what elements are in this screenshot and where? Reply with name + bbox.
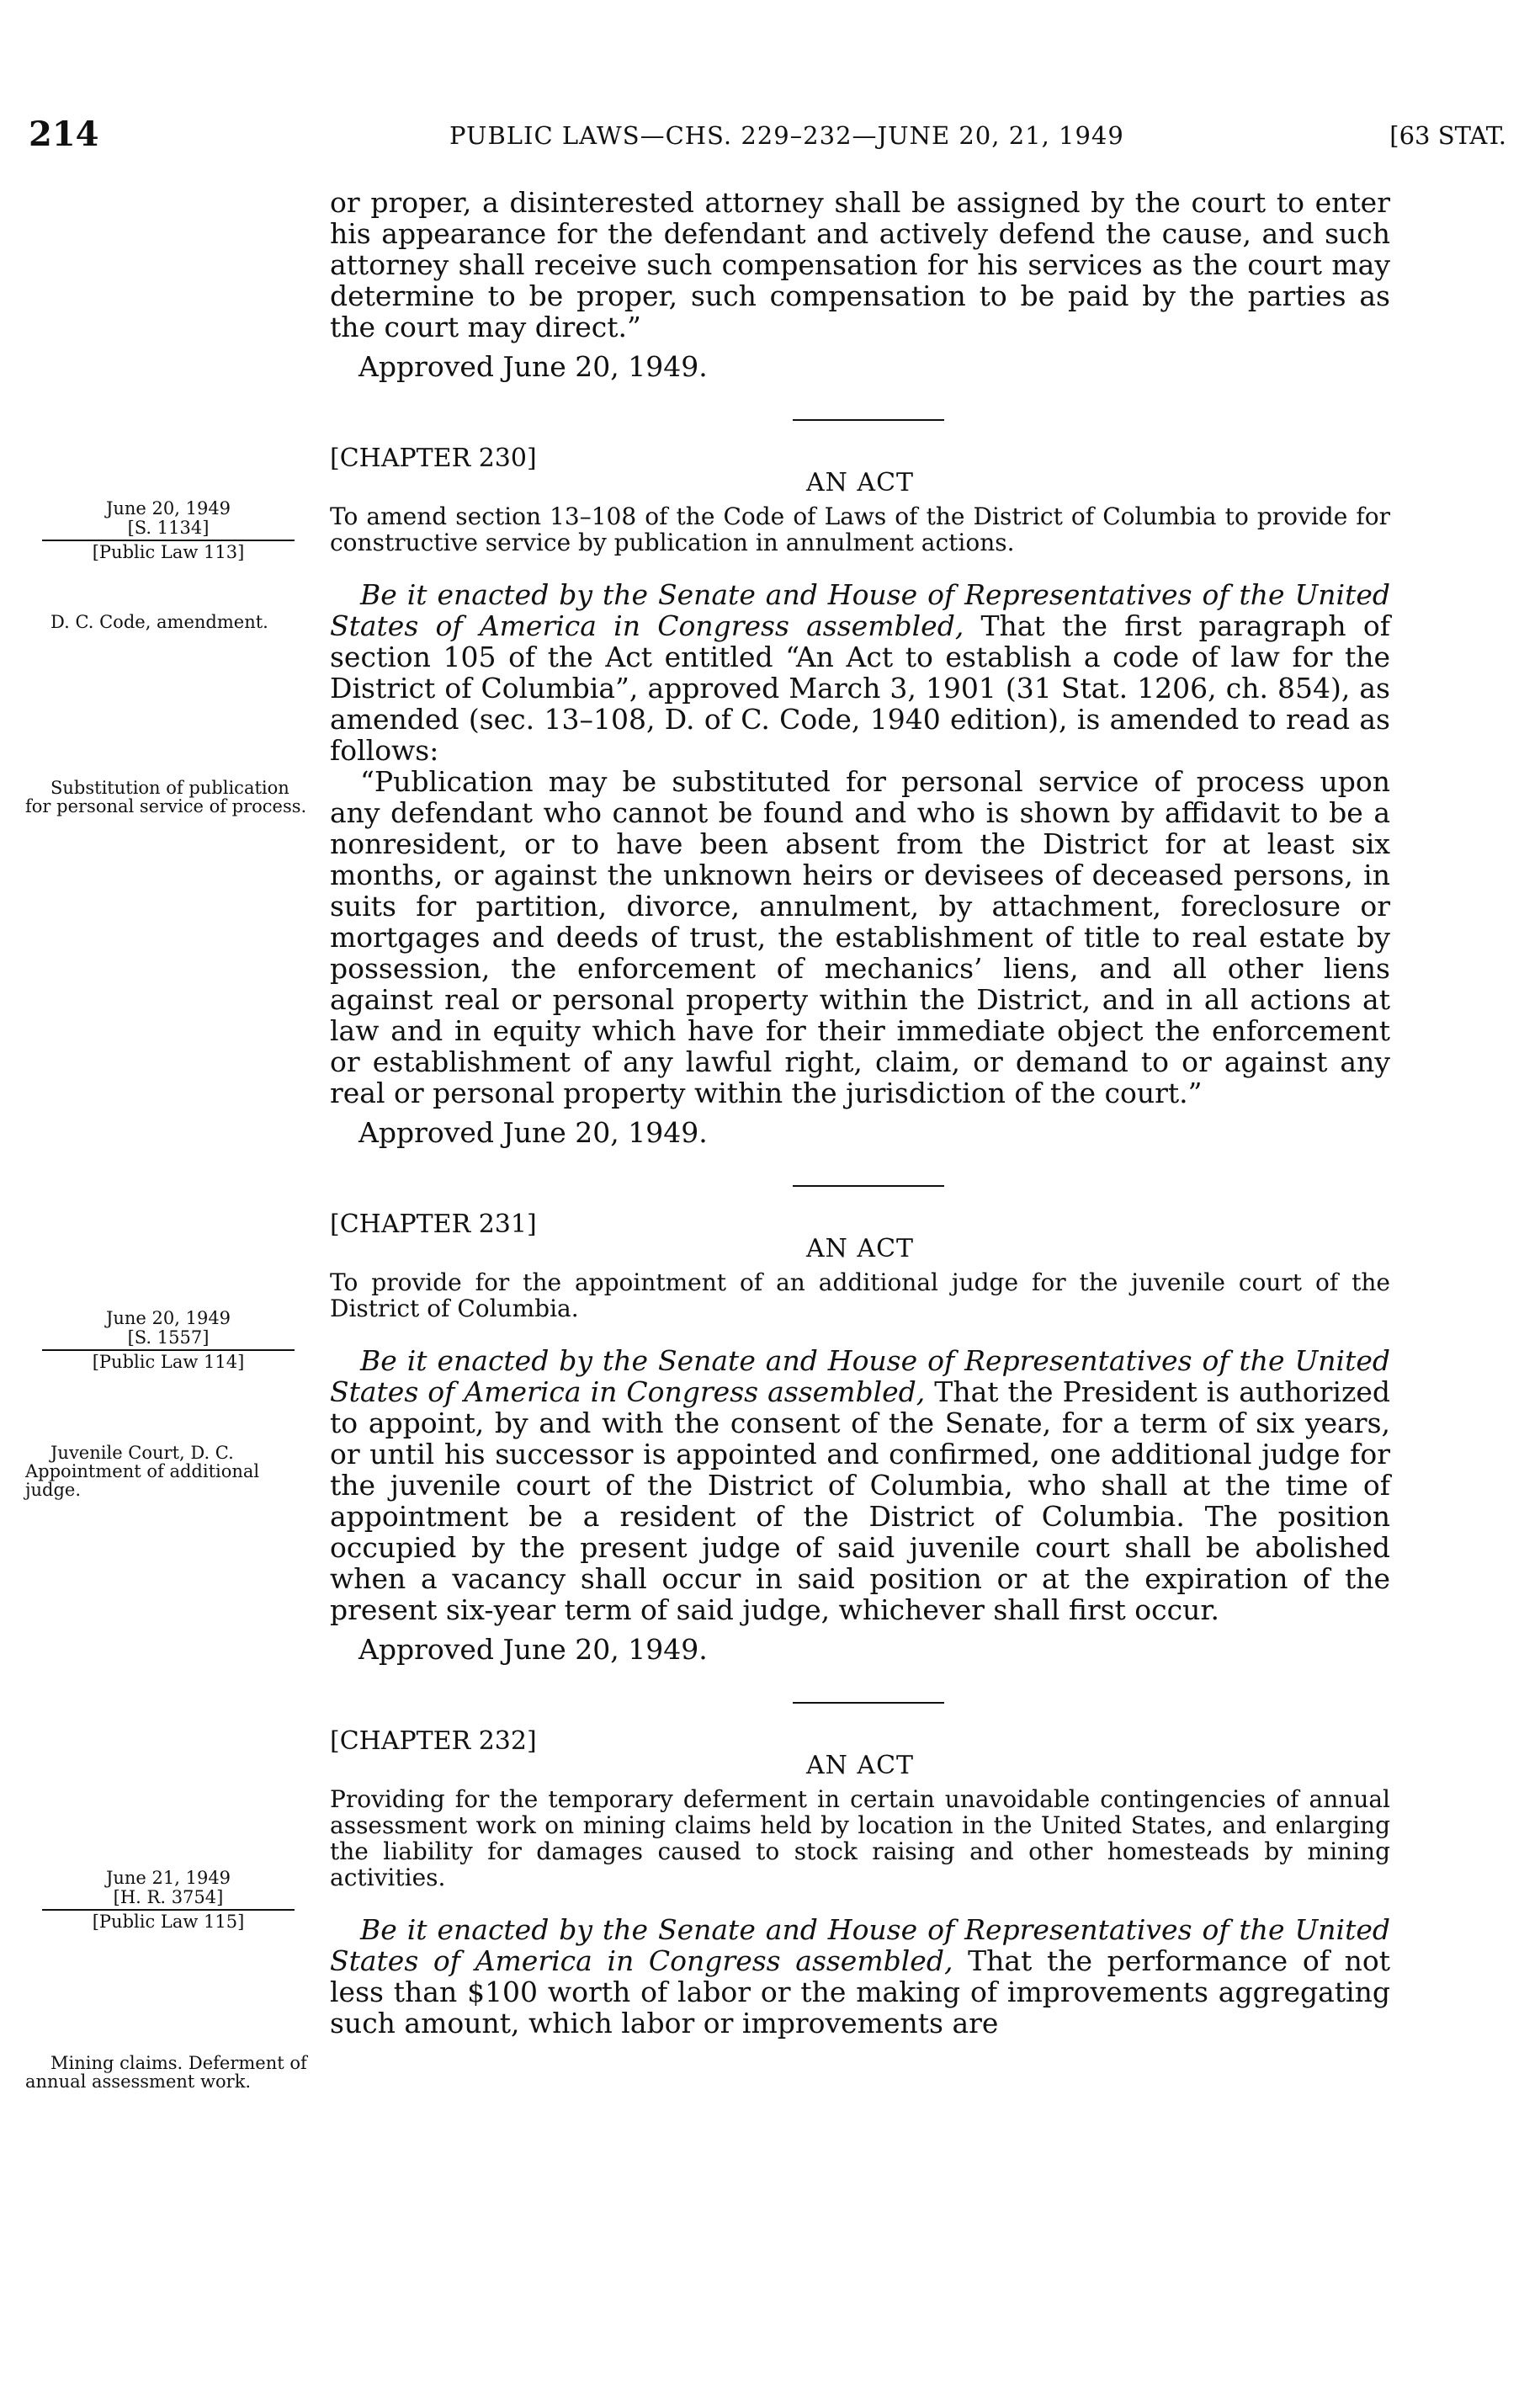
act-heading: AN ACT	[805, 1234, 915, 1263]
act-heading: AN ACT	[805, 1751, 915, 1780]
section-divider	[793, 1702, 944, 1704]
margin-bill: [S. 1557]	[127, 1327, 210, 1348]
act-title: To provide for the appointment of an additional judge for the juvenile court of the District of Columbia.	[330, 1268, 1390, 1322]
margin-ch232-citation	[25, 1869, 311, 1932]
section-divider	[793, 1185, 944, 1187]
page-header	[29, 114, 1506, 152]
chapter-heading: [CHAPTER 230]	[330, 444, 537, 473]
enacting-body: That the first paragraph of section 105 of the Act entitled “An Act to establish a code of law for the District of Columbia”, approved March 3, 1901 (31 Stat. 1206, ch. 854), as amended (sec. 13–108, D. of C. Code, 1940 edition), is amended to read as follows:	[330, 609, 1390, 767]
section-divider	[793, 419, 944, 421]
margin-date: June 21, 1949	[105, 1868, 231, 1888]
margin-rule	[42, 540, 295, 541]
margin-bill: [H. R. 3754]	[113, 1887, 224, 1907]
act-title: To amend section 13–108 of the Code of Laws of the District of Columbia to provide for constructive service by publication in annulment actions.	[330, 503, 1390, 556]
margin-ch231-citation	[25, 1309, 311, 1372]
approval-line: Approved June 20, 1949.	[358, 1116, 708, 1149]
margin-rule	[42, 1909, 295, 1911]
act-title: Providing for the temporary deferment in certain unavoidable contingencies of annual assessment work on mining claims held by location in the United States, and enlarging the liability for damages caused to stock raising and other homesteads by mining activities.	[330, 1785, 1390, 1891]
margin-public-law: [Public Law 113]	[92, 542, 245, 562]
act-heading: AN ACT	[805, 468, 915, 497]
margin-bill: [S. 1134]	[127, 518, 210, 538]
main-text-column	[330, 187, 1390, 2039]
continuation-paragraph: or proper, a disinterested attorney shall be assigned by the court to enter his appearance for the defendant and actively defend the cause, and such attorney shall receive such compensation for his services as the court may determine to be proper, such compensation to be paid by the parties as the court may direct.”	[330, 186, 1390, 343]
enacting-paragraph	[330, 1345, 1390, 1625]
running-title: PUBLIC LAWS—CHS. 229–232—JUNE 20, 21, 1949	[449, 121, 1124, 150]
enacting-clause: Be it enacted by the Senate and House of Representatives of the United States of America in Congress assembled,	[330, 1344, 1390, 1408]
enacting-body: That the President is authorized to appoint, by and with the consent of the Senate, for a term of six years, or until his successor is appointed and confirmed, one additional judge for the juvenile court of the District of Columbia, who shall at the time of appointment be a resident of the District of Columbia. The position occupied by the present judge of said juvenile court shall be abolished when a vacancy shall occur in said position or at the expiration of the present six-year term of said judge, whichever shall first occur.	[330, 1375, 1390, 1626]
enacting-clause: Be it enacted by the Senate and House of Representatives of the United States of America in Congress assembled,	[330, 578, 1390, 642]
margin-note-substitution: Substitution of publication for personal service of process.	[25, 778, 307, 816]
margin-date: June 20, 1949	[105, 498, 231, 518]
page-number: 214	[29, 114, 99, 154]
margin-ch230-citation	[25, 499, 311, 562]
margin-public-law: [Public Law 115]	[92, 1912, 245, 1932]
enacting-paragraph	[330, 1914, 1390, 2039]
enacting-paragraph	[330, 579, 1390, 766]
chapter-heading: [CHAPTER 231]	[330, 1210, 537, 1239]
margin-public-law: [Public Law 114]	[92, 1352, 245, 1372]
volume-reference: [63 STAT.	[1389, 121, 1506, 150]
margin-date: June 20, 1949	[105, 1308, 231, 1328]
enacting-body: That the performance of not less than $100 worth of labor or the making of improvements aggregating such amount, which labor or improvements are	[330, 1944, 1390, 2039]
approval-line: Approved June 20, 1949.	[358, 1633, 708, 1666]
approval-line: Approved June 20, 1949.	[358, 350, 708, 383]
margin-note-dc-code: D. C. Code, amendment.	[50, 612, 268, 632]
chapter-heading: [CHAPTER 232]	[330, 1726, 537, 1756]
margin-note-mining-claims: Mining claims. Deferment of annual assessment work.	[25, 2053, 307, 2092]
enacting-clause: Be it enacted by the Senate and House of Representatives of the United States of America in Congress assembled,	[330, 1913, 1390, 1977]
margin-note-juvenile-court: Juvenile Court, D. C. Appointment of additional judge.	[25, 1443, 260, 1500]
quoted-amendment: “Publication may be substituted for personal service of process upon any defendant who cannot be found and who is shown by affidavit to be a nonresident, or to have been absent from the District for at least six months, or against the unknown heirs or devisees of deceased persons, in suits for partition, divorce, annulment, by attachment, foreclosure or mortgages and deeds of trust, the establishment of title to real estate by possession, the enforcement of mechanics’ liens, and all other liens against real or personal property within the District, and in all actions at law and in equity which have for their immediate object the enforcement or establishment of any lawful right, claim, or demand to or against any real or personal property within the jurisdiction of the court.”	[330, 765, 1390, 1109]
margin-rule	[42, 1349, 295, 1351]
